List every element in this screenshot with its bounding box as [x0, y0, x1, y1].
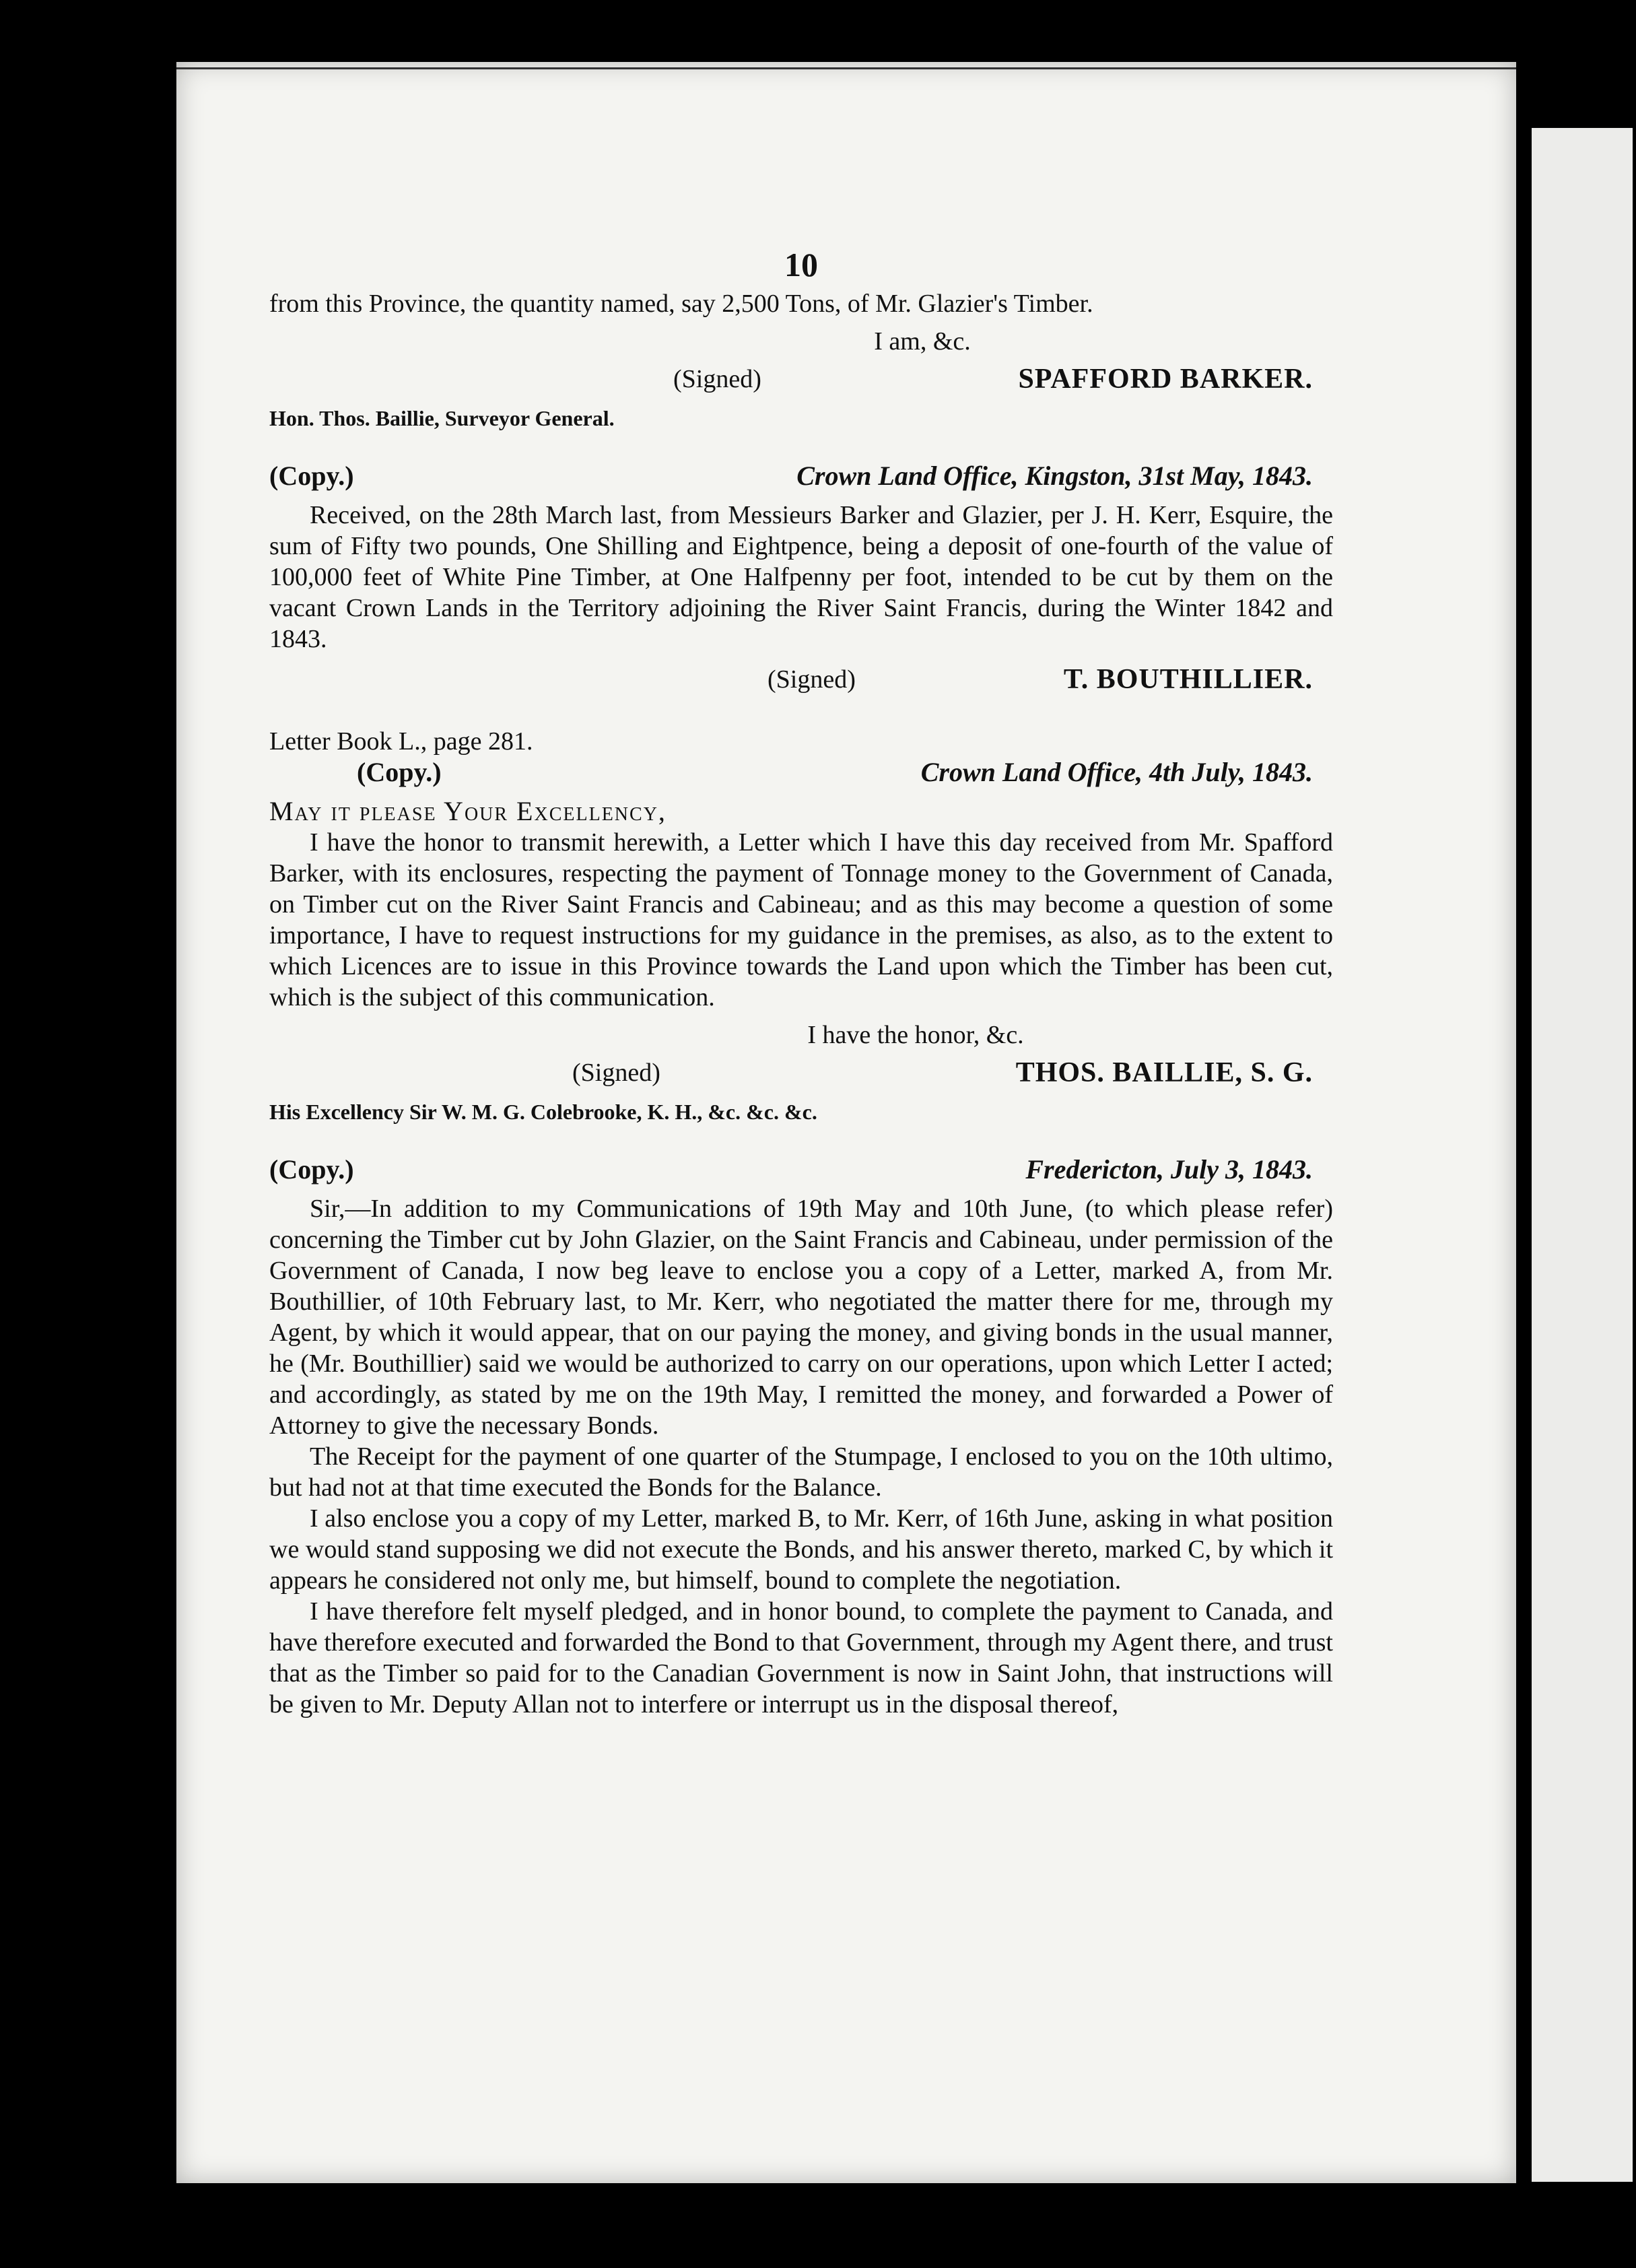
receipt-header	[269, 461, 1333, 500]
letter2-reference: Letter Book L., page 281.	[269, 727, 533, 756]
letter3-dateline: Fredericton, July 3, 1843.	[1025, 1154, 1313, 1185]
letter1-salutation-close: I am, &c.	[874, 327, 971, 356]
letter1-addressee: Hon. Thos. Baillie, Surveyor General.	[269, 406, 615, 430]
page-number: 10	[784, 246, 818, 284]
letter3-paragraph-3: I also enclose you a copy of my Letter, marked B, to Mr. Kerr, of 16th June, asking in what position we would stand supposing we did not execute the Bonds, and his answer thereto, marked C, by which it appears he considered not only me, but himself, bound to complete the negotiation.	[269, 1504, 1333, 1595]
receipt-signer: T. BOUTHILLIER.	[1063, 664, 1313, 695]
letter1-signed: (Signed)	[673, 365, 761, 393]
adjacent-page-edge	[1532, 128, 1633, 2182]
letter2-signature-line	[269, 1057, 1333, 1096]
letter2-dateline: Crown Land Office, 4th July, 1843.	[920, 757, 1313, 787]
receipt-signature-line	[269, 664, 1333, 703]
letter2-header	[269, 757, 1333, 796]
letter2-copy-label: (Copy.)	[357, 757, 442, 787]
letter3-copy-label: (Copy.)	[269, 1154, 354, 1185]
receipt-signed: (Signed)	[768, 665, 856, 694]
letter3-header	[269, 1154, 1333, 1193]
top-rule	[176, 67, 1516, 69]
letter2-body: I have the honor to transmit herewith, a Letter which I have this day received from Mr. Spafford Barker, with its enclosures, respecting the payment of Tonnage money to the Government of Canada, on Timber cut on the River Saint Francis and Cabineau; and as this may become a question of some importance, I have to request instructions for my guidance in the premises, as also, as to the extent to which Licences are to issue in this Province towards the Land upon which the Timber has been cut, which is the subject of this communication.	[269, 828, 1333, 1011]
receipt-body: Received, on the 28th March last, from Messieurs Barker and Glazier, per J. H. Kerr, Esquire, the sum of Fifty two pounds, One Shilling and Eightpence, being a deposit of one-fourth of the value of 100,000 feet of White Pine Timber, at One Halfpenny per foot, intended to be cut by them on the vacant Crown Lands in the Territory adjoining the River Saint Francis, during the Winter 1842 and 1843.	[269, 501, 1333, 653]
letter1-signature-line	[269, 364, 1333, 403]
letter3-paragraph-1: Sir,—In addition to my Communications of 19th May and 10th June, (to which please refer) concerning the Timber cut by John Glazier, on the Saint Francis and Cabineau, under permission of the Government of Canada, I now beg leave to enclose you a copy of a Letter, marked A, from Mr. Bouthillier, of 10th February last, to Mr. Kerr, who negotiated the matter there for me, through my Agent, by which it would appear, that on our paying the money, and giving bonds in the usual manner, he (Mr. Bouthillier) said we would be authorized to carry on our operations, upon which Letter I acted; and accordingly, as stated by me on the 19th May, I remitted the money, and forwarded a Power of Attorney to give the necessary Bonds.	[269, 1195, 1333, 1440]
letter2-signed: (Signed)	[572, 1059, 660, 1087]
receipt-dateline: Crown Land Office, Kingston, 31st May, 1843.	[796, 461, 1313, 491]
letter2-signer: THOS. BAILLIE, S. G.	[1015, 1057, 1313, 1088]
letter1-signer: SPAFFORD BARKER.	[1018, 364, 1313, 395]
letter3-paragraph-2: The Receipt for the payment of one quarter of the Stumpage, I enclosed to you on the 10th ultimo, but had not at that time executed the Bonds for the Balance.	[269, 1442, 1333, 1502]
letter2-closing: I have the honor, &c.	[807, 1021, 1024, 1049]
letter2-salutation: May it please Your Excellency,	[269, 796, 667, 826]
receipt-copy-label: (Copy.)	[269, 461, 354, 491]
letter2-addressee: His Excellency Sir W. M. G. Colebrooke, K. H., &c. &c. &c.	[269, 1100, 817, 1124]
letter3-paragraph-4: I have therefore felt myself pledged, and in honor bound, to complete the payment to Canada, and have therefore executed and forwarded the Bond to that Government, through my Agent there, and trust that as the Timber so paid for to the Canadian Government is now in Saint John, that instructions will be given to Mr. Deputy Allan not to interfere or interrupt us in the disposal thereof,	[269, 1597, 1333, 1719]
page-text	[269, 246, 1333, 1720]
letter1-closing-text: from this Province, the quantity named, say 2,500 Tons, of Mr. Glazier's Timber.	[269, 290, 1093, 318]
